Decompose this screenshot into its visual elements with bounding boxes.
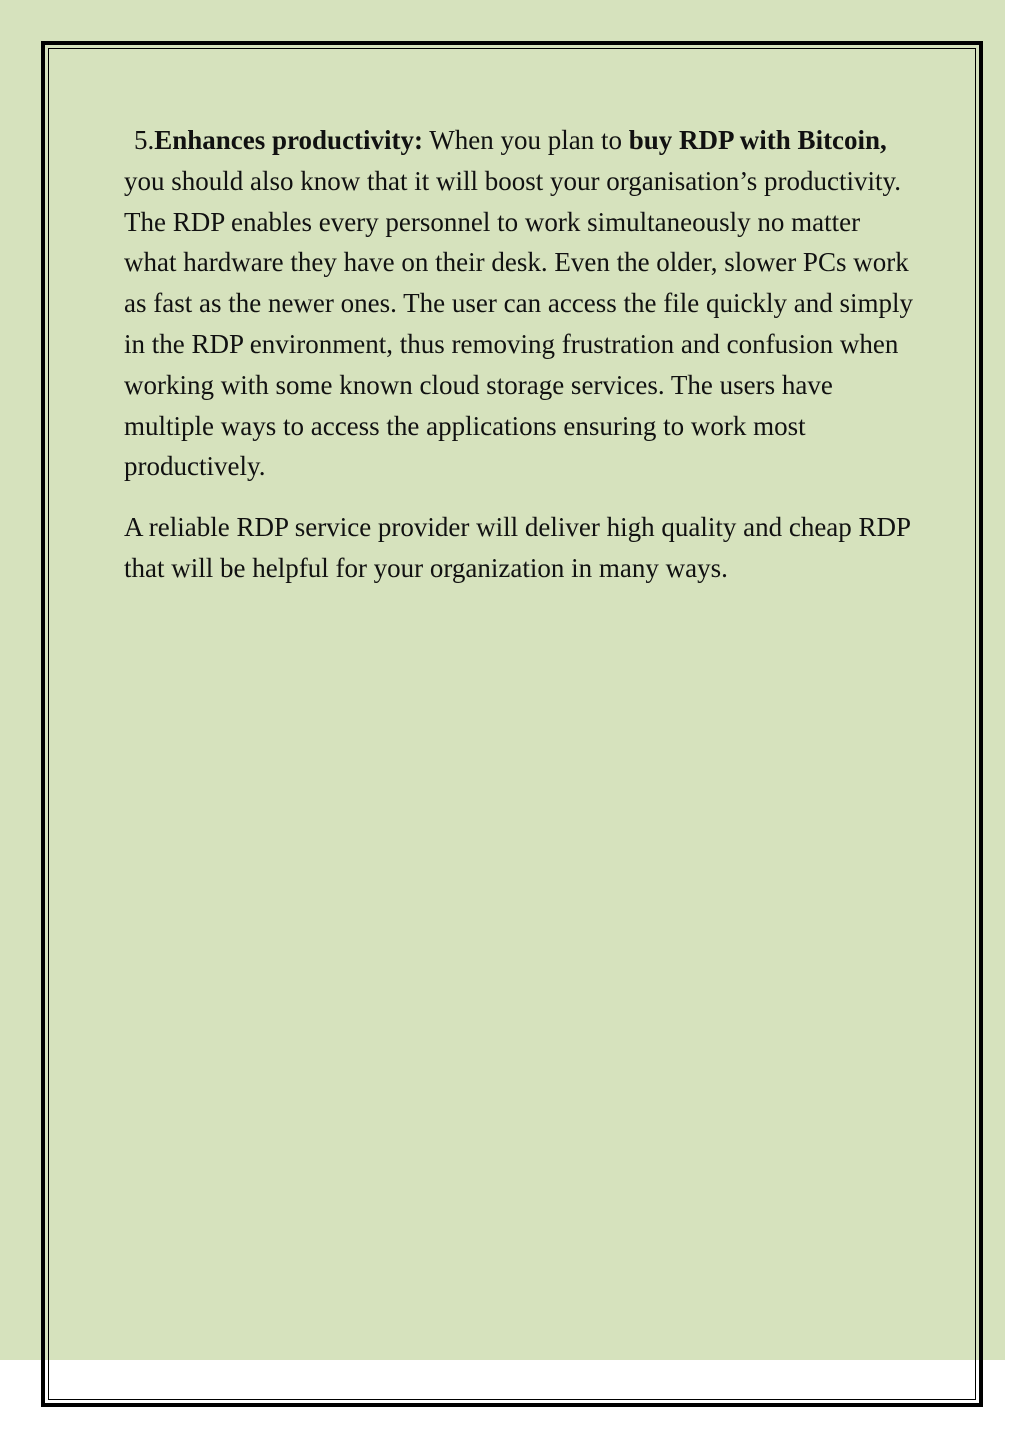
document-body [124,120,914,589]
paragraph-heading: Enhances productivity: [154,125,424,155]
paragraph-conclusion: A reliable RDP service provider will deliver high quality and cheap RDP that will be helpful for your organization in many ways. [124,512,911,583]
keyword-buy-rdp: buy RDP with Bitcoin, [628,125,887,155]
list-number: 5. [134,125,155,155]
paragraph-text-b: you should also know that it will boost your organisation’s productivity. The RDP enables every personnel to work simultaneously no matter what hardware they have on their desk. Even the older, slower PCs work as fast as the newer ones. The user can access the file quickly and simply in the RDP environment, thus removing frustration and confusion when working with some known cloud storage services. The users have multiple ways to access the applications ensuring to work most productively. [124,165,913,482]
paragraph-productivity [124,120,914,487]
paragraph-text-a: When you plan to [423,125,629,155]
